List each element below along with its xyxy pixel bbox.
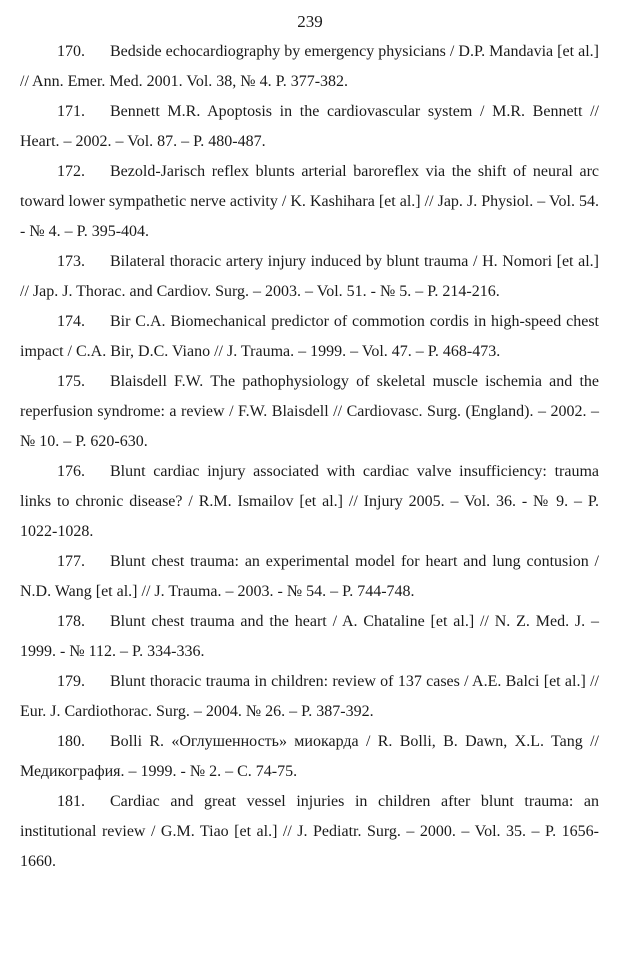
reference-text: Bolli R. «Оглушенность» миокарда / R. Bolli, B. Dawn, X.L. Tang // Медикография. – 1999. - № 2. – С. 74-75. (20, 733, 599, 780)
reference-text: Bedside echocardiography by emergency physicians / D.P. Mandavia [et al.] // Ann. Emer. Med. 2001. Vol. 38, № 4. P. 377-382. (20, 43, 599, 90)
reference-text: Blunt cardiac injury associated with cardiac valve insufficiency: trauma links to chronic disease? / R.M. Ismailov [et al.] // Injury 2005. – Vol. 36. - № 9. – P. 1022-1028. (20, 463, 599, 540)
reference-text: Bilateral thoracic artery injury induced by blunt trauma / H. Nomori [et al.] // Jap. J. Thorac. and Cardiov. Surg. – 2003. – Vol. 51. - № 5. – P. 214-216. (20, 253, 599, 300)
reference-number: 177. (57, 553, 85, 570)
reference-number: 179. (57, 673, 85, 690)
reference-number: 172. (57, 163, 85, 180)
reference-text: Bezold-Jarisch reflex blunts arterial baroreflex via the shift of neural arc toward lower sympathetic nerve activity / K. Kashihara [et al.] // Jap. J. Physiol. – Vol. 54. - № 4. – P. 395-404. (20, 163, 599, 240)
reference-item (20, 607, 599, 667)
reference-item (20, 787, 599, 877)
reference-item (20, 667, 599, 727)
reference-item (20, 727, 599, 787)
reference-item (20, 547, 599, 607)
reference-number: 180. (57, 733, 85, 750)
reference-number: 171. (57, 103, 85, 120)
reference-number: 173. (57, 253, 85, 270)
reference-item (20, 307, 599, 367)
reference-text: Blunt chest trauma and the heart / A. Chataline [et al.] // N. Z. Med. J. – 1999. - № 112. – P. 334-336. (20, 613, 599, 660)
reference-number: 176. (57, 463, 85, 480)
reference-list (20, 37, 599, 877)
reference-text: Bennett M.R. Apoptosis in the cardiovascular system / M.R. Bennett // Heart. – 2002. – Vol. 87. – P. 480-487. (20, 103, 599, 150)
reference-text: Bir C.A. Biomechanical predictor of commotion cordis in high-speed chest impact / C.A. Bir, D.C. Viano // J. Trauma. – 1999. – Vol. 47. – P. 468-473. (20, 313, 599, 360)
reference-number: 170. (57, 43, 85, 60)
reference-item (20, 97, 599, 157)
reference-number: 174. (57, 313, 85, 330)
reference-number: 181. (57, 793, 85, 810)
reference-text: Cardiac and great vessel injuries in children after blunt trauma: an institutional review / G.M. Tiao [et al.] // J. Pediatr. Surg. – 2000. – Vol. 35. – P. 1656-1660. (20, 793, 599, 870)
reference-item (20, 37, 599, 97)
reference-number: 175. (57, 373, 85, 390)
reference-item (20, 157, 599, 247)
page-number: 239 (297, 12, 323, 31)
reference-item (20, 367, 599, 457)
reference-item (20, 457, 599, 547)
reference-text: Blunt thoracic trauma in children: review of 137 cases / A.E. Balci [et al.] // Eur. J. Cardiothorac. Surg. – 2004. № 26. – P. 387-392. (20, 673, 599, 720)
reference-number: 178. (57, 613, 85, 630)
reference-item (20, 247, 599, 307)
reference-text: Blaisdell F.W. The pathophysiology of skeletal muscle ischemia and the reperfusion syndrome: a review / F.W. Blaisdell // Cardiovasc. Surg. (England). – 2002. – № 10. – P. 620-630. (20, 373, 599, 450)
reference-text: Blunt chest trauma: an experimental model for heart and lung contusion / N.D. Wang [et al.] // J. Trauma. – 2003. - № 54. – P. 744-748. (20, 553, 599, 600)
